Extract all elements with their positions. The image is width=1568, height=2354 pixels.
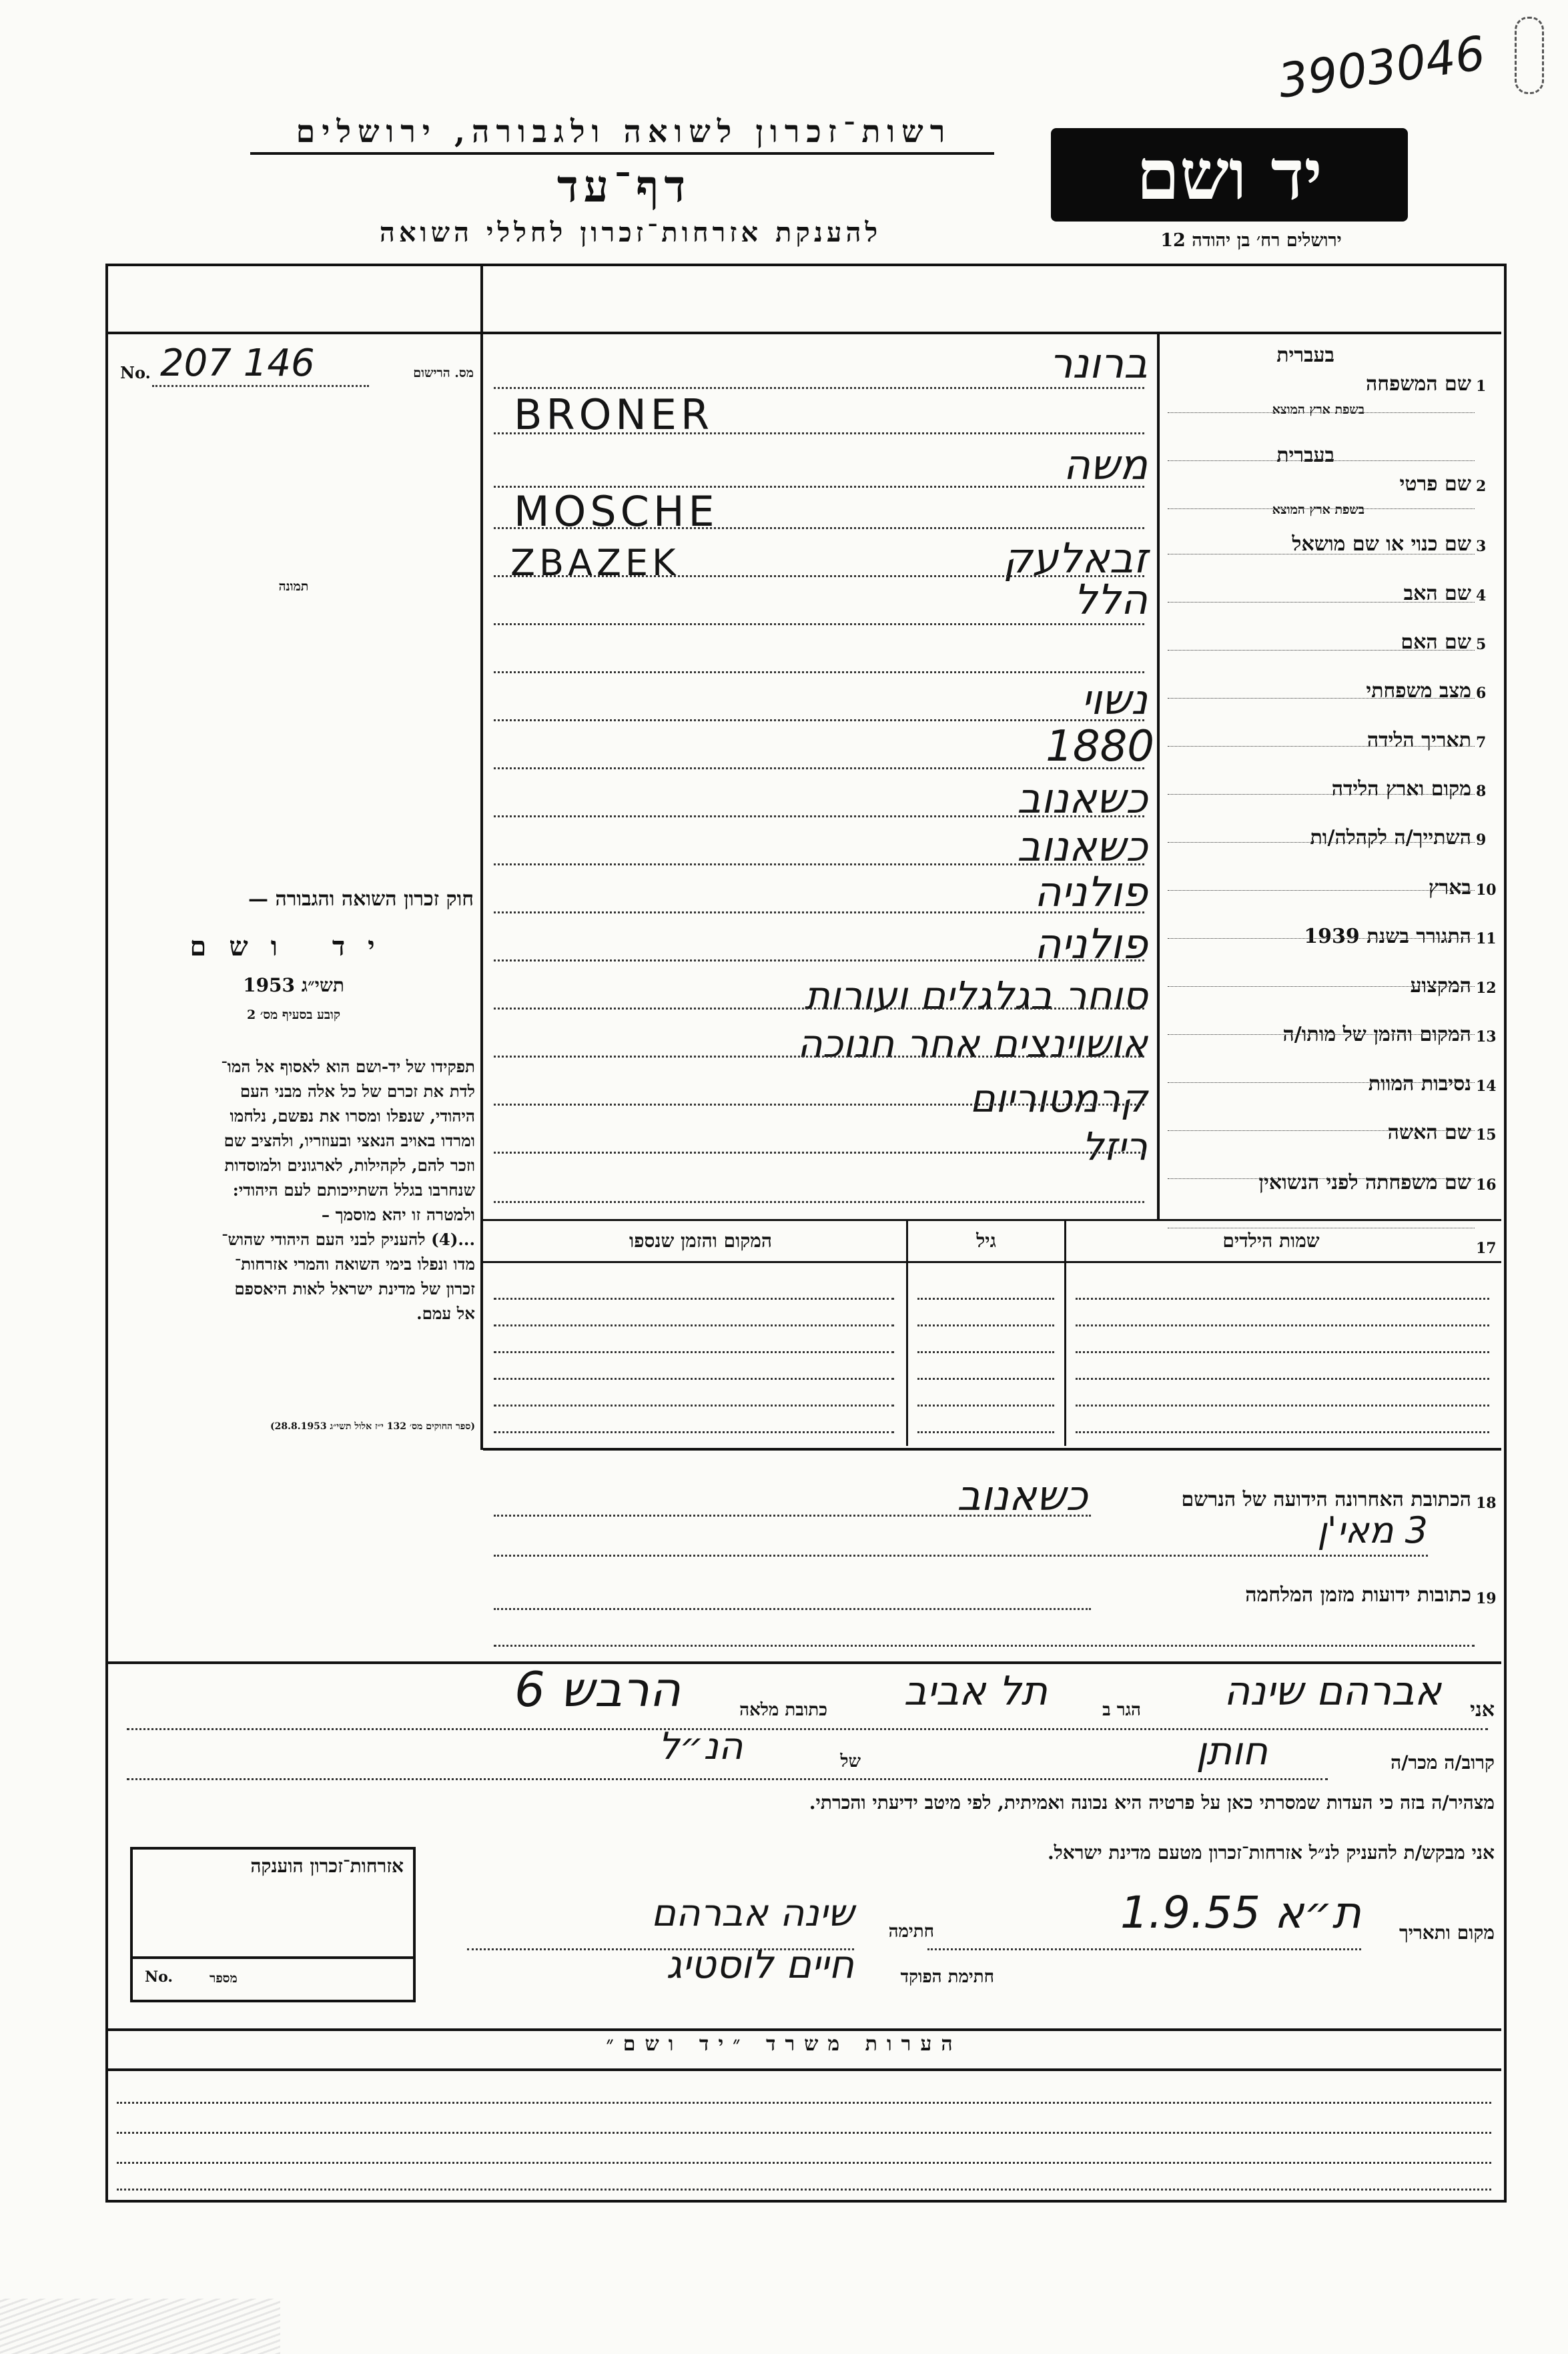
children-row-line: [494, 1298, 894, 1300]
f2-label: שם פרטי: [1399, 472, 1471, 496]
children-row-line: [917, 1378, 1054, 1380]
f1-value-he: ברונר: [1049, 339, 1148, 388]
children-row-line: [1076, 1324, 1489, 1326]
f8-value: כשאנוב: [1017, 774, 1148, 823]
f3-value-foreign: ZBAZEK: [510, 542, 680, 584]
children-names-header: שמות הילדים: [1222, 1230, 1320, 1252]
f8-label: מקום וארץ הלידה: [1331, 777, 1471, 801]
f5-number: 5: [1476, 636, 1487, 653]
children-row-line: [494, 1405, 894, 1407]
f18-value2: 3 מאי'ן: [1317, 1509, 1428, 1551]
children-row-line: [917, 1405, 1054, 1407]
f13-number: 13: [1476, 1028, 1497, 1046]
f10-label: בארץ: [1428, 876, 1471, 899]
f14-number: 14: [1476, 1078, 1497, 1095]
registry-no-label: No.: [120, 363, 151, 382]
f2-foreign-sublabel: בשפת ארץ המוצא: [1272, 502, 1364, 517]
stamp-no-he: מספר: [210, 1971, 238, 1986]
office-notes-line: [117, 2102, 1491, 2104]
registry-number: [120, 342, 474, 387]
decl-place-date-label: מקום ותאריך: [1399, 1922, 1495, 1944]
f4-label: שם האב: [1403, 582, 1471, 605]
f17-number: 17: [1476, 1240, 1497, 1257]
decl-prefix: אני: [1470, 1698, 1495, 1721]
f1-number: 1: [1476, 378, 1487, 395]
children-row-line: [1076, 1405, 1489, 1407]
decl-place-date: ת״א 1.9.55: [1120, 1887, 1361, 1938]
f3-value-he: זבאלעק: [1003, 534, 1148, 582]
decl-address-label: כתובת מלאה: [739, 1700, 827, 1720]
f4-number: 4: [1476, 587, 1487, 605]
f15-label: שם האשה: [1387, 1121, 1471, 1144]
law-clause: קובע בסעיף מס׳ 2: [246, 1008, 341, 1022]
law-line: זכרון של מדינת ישראל לאות היאספם: [234, 1279, 475, 1298]
form-subtitle: להענקת אזרחות־זכרון לחללי השואה: [379, 217, 882, 248]
children-place-header: המקום והזמן שנספו: [629, 1230, 772, 1252]
stamp-box-title: אזרחות־זכרון הוענקה: [250, 1855, 404, 1877]
law-name: יד ושם: [189, 931, 398, 962]
children-row-line: [917, 1324, 1054, 1326]
law-source: (ספר החוקים מס׳ 132 י״ז אלול תשי״ג 28.8.1953): [270, 1421, 475, 1432]
children-row-line: [1076, 1351, 1489, 1353]
decl-relation-label: קרוב/ה מכר/ה: [1391, 1751, 1495, 1774]
f19-label: כתובות ידועות מזמן המלחמה: [1245, 1583, 1471, 1607]
f1-value-foreign: BRONER: [514, 390, 714, 439]
officer-signature: חיים לוסטיג: [666, 1942, 854, 1987]
f14-value: קרמטוריום: [969, 1076, 1148, 1121]
decl-city: תל אביב: [903, 1668, 1048, 1715]
law-body: [115, 1054, 475, 1326]
handwritten-id: 3903046: [1274, 25, 1489, 109]
f2-number: 2: [1476, 478, 1487, 495]
f12-number: 12: [1476, 979, 1497, 997]
f9-value: כשאנוב: [1017, 822, 1148, 871]
decl-name: אברהם שינה: [1224, 1668, 1441, 1715]
f8-number: 8: [1476, 783, 1487, 800]
children-row-line: [1076, 1378, 1489, 1380]
f2-value-he: משה: [1063, 440, 1148, 489]
decl-statement: מצהיר/ה בזה כי העדות שמסרתי כאן על פרטיה היא נכונה ואמיתית, לפי מיטב ידיעתי והכרתי.: [809, 1792, 1495, 1814]
decl-signature: שינה אברהם: [651, 1892, 854, 1935]
f3-number: 3: [1476, 538, 1487, 555]
law-line: היהודי, שנפלו ומסרו את נפשם, נלחמו: [230, 1106, 475, 1126]
f4-value: הלל: [1074, 575, 1148, 624]
f18-value: כשאנוב: [957, 1471, 1088, 1520]
f7-label: תאריך הלידה: [1366, 729, 1471, 752]
f6-label: מצב משפחתי: [1366, 679, 1471, 703]
yad-vashem-logo: יד ושם: [1051, 128, 1408, 222]
law-line: וזכר להם, לקהילות, לארגונים ולמוסדות: [224, 1156, 475, 1175]
f11-value: פולניה: [1034, 919, 1148, 968]
law-line: מדו ונפלו בימי השואה והמרי אזרחות־: [234, 1254, 475, 1274]
f10-number: 10: [1476, 881, 1497, 899]
children-row-line: [917, 1431, 1054, 1433]
decl-of-value: הנ״ל: [658, 1725, 743, 1768]
children-row-line: [494, 1324, 894, 1326]
f19-number: 19: [1476, 1590, 1497, 1607]
office-notes-line: [117, 2132, 1491, 2134]
photo-label: תמונה: [278, 579, 309, 594]
registry-he-label: מס. הרישום: [413, 366, 474, 380]
f3-label: שם כנוי או שם מושאל: [1292, 532, 1471, 556]
law-line: לדת את זכרם של כל אלה מבני העם: [240, 1082, 475, 1101]
f5-label: שם האם: [1401, 631, 1471, 654]
office-notes-title: הערות משרד ״יד ושם״: [606, 2032, 962, 2056]
f1-hebrew-sublabel: בעברית: [1276, 344, 1334, 367]
f13-label: המקום והזמן של מותו/ה: [1282, 1023, 1471, 1046]
authority-line: רשות־זכרון לשואה ולגבורה, ירושלים: [296, 113, 952, 149]
children-row-line: [1076, 1431, 1489, 1433]
decl-street: הרבש 6: [514, 1661, 681, 1717]
f15-value: ריזל: [1082, 1124, 1148, 1169]
f14-label: נסיבות המוות: [1368, 1072, 1471, 1096]
decl-request: אני מבקש/ת להעניק לנ״ל אזרחות־זכרון מטעם מדינת ישראל.: [1047, 1842, 1495, 1864]
children-row-line: [917, 1351, 1054, 1353]
f7-value: 1880: [1046, 722, 1154, 771]
f16-label: שם משפחתה לפני הנשואין: [1258, 1171, 1471, 1194]
decl-signature-label: חתימה: [888, 1922, 934, 1942]
children-row-line: [494, 1351, 894, 1353]
law-line: תפקידו של יד-ושם הוא לאסוף אל המו־: [221, 1057, 475, 1076]
decl-of-label: של: [840, 1751, 861, 1772]
office-notes-line: [117, 2189, 1491, 2191]
law-line: שנחרבו בגלל השתייכותם לעם היהודי:: [232, 1180, 475, 1200]
law-year: תשי״ג 1953: [243, 974, 344, 996]
officer-signature-label: חתימת הפוקד: [900, 1967, 994, 1987]
law-line: ומרדו באויב הנאצי ובעוזריו, ולהציב שם: [224, 1131, 475, 1150]
f9-label: השתייך/ה לקהלה/ות: [1310, 826, 1471, 849]
f18-number: 18: [1476, 1495, 1497, 1512]
f10-value: פולניה: [1034, 867, 1148, 916]
f13-value: אושוינצים אחר חנוכה: [797, 1021, 1148, 1066]
decl-resides-label: הגר ב: [1102, 1700, 1141, 1720]
left-column-divider: [480, 264, 483, 1450]
f12-value: סוחר בגלגלים ועורות: [804, 973, 1148, 1018]
scan-noise: [0, 2299, 280, 2354]
f16-number: 16: [1476, 1176, 1497, 1194]
f1-foreign-sublabel: בשפת ארץ המוצא: [1272, 402, 1364, 417]
logo-address: ירושלים רח׳ בן יהודה 12: [1160, 230, 1342, 251]
f12-label: המקצוע: [1410, 974, 1471, 998]
office-notes-line: [117, 2162, 1491, 2164]
f18-label: הכתובת האחרונה הידועה של הנרשם: [1181, 1488, 1471, 1511]
children-age-header: גיל: [976, 1230, 996, 1252]
law-line: אל עמם.: [416, 1304, 475, 1323]
f11-number: 11: [1476, 930, 1497, 947]
stamp-no-label: No.: [145, 1968, 173, 1986]
f2-hebrew-sublabel: בעברית: [1276, 444, 1334, 467]
f6-value: נשוי: [1081, 675, 1148, 724]
law-line: ...(4) להעניק לבני העם היהודי שהוש־: [222, 1230, 475, 1249]
f11-label: התגורר בשנת 1939: [1304, 925, 1471, 948]
children-row-line: [494, 1431, 894, 1433]
f1-label: שם המשפחה: [1365, 372, 1471, 396]
f6-number: 6: [1476, 685, 1487, 702]
form-title: דף־עד: [556, 160, 691, 212]
citizenship-stamp-box: [130, 1847, 416, 2002]
children-row-line: [494, 1378, 894, 1380]
decl-relation: חותן: [1196, 1728, 1268, 1774]
children-row-line: [1076, 1298, 1489, 1300]
label-column-divider: [1157, 334, 1160, 1219]
f15-number: 15: [1476, 1126, 1497, 1144]
registry-no-value: 207 146: [160, 342, 315, 385]
f9-number: 9: [1476, 831, 1487, 849]
law-title: חוק זכרון השואה והגבורה —: [248, 887, 474, 911]
law-line: ולמטרה זו יהא מוסמך –: [321, 1205, 475, 1224]
f2-value-foreign: MOSCHE: [514, 487, 719, 536]
f7-number: 7: [1476, 734, 1487, 751]
children-row-line: [917, 1298, 1054, 1300]
paper-mark: [1515, 17, 1544, 94]
